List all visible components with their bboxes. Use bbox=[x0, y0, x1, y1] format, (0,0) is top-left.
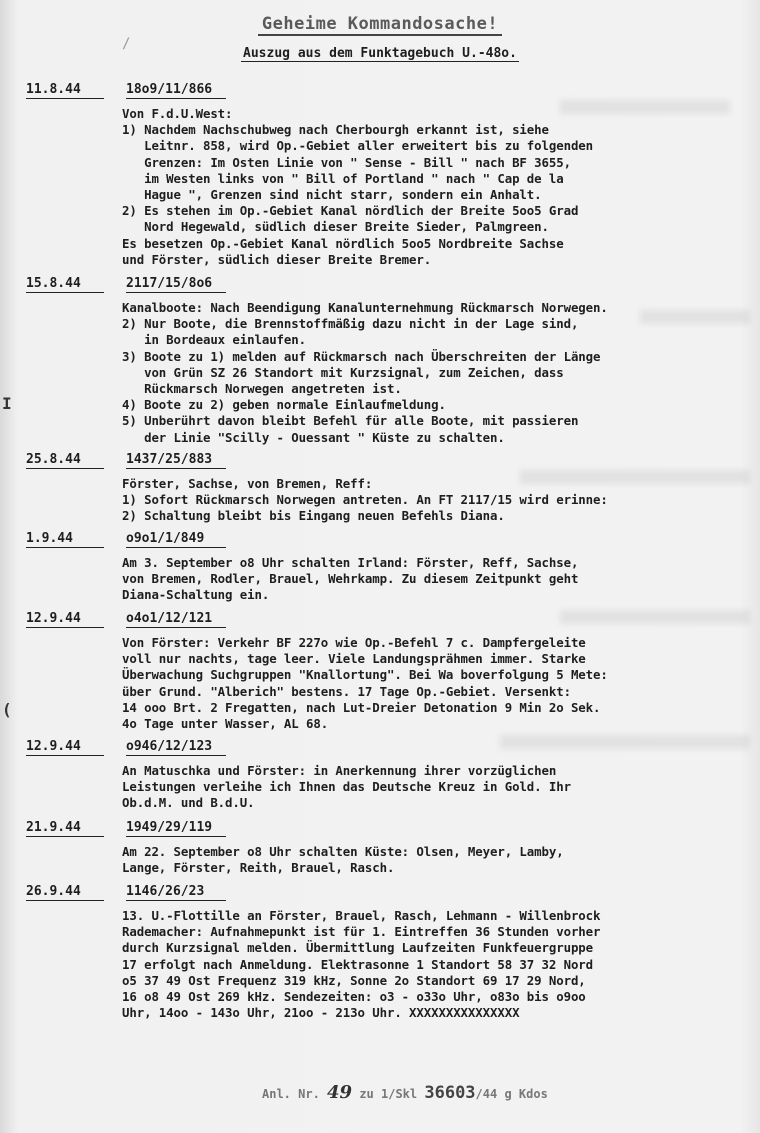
entry-text: An Matuschka und Förster: in Anerkennung ihrer vorzüglichen Leistungen verleihe ich Ihnen das Deutsche Kreuz in Gold. Ihr Ob.d.M. und B.d.U. bbox=[122, 763, 571, 811]
entry-reference: 1146/26/23 bbox=[126, 884, 226, 901]
entry-text: Am 22. September o8 Uhr schalten Küste: Olsen, Meyer, Lamby, Lange, Förster, Reith, Brauel, Rasch. bbox=[122, 844, 564, 876]
entry-date: 12.9.44 bbox=[26, 739, 104, 756]
entry-date: 12.9.44 bbox=[26, 611, 104, 628]
entry-date: 1.9.44 bbox=[26, 531, 104, 548]
document-title: Auszug aus dem Funktagebuch U.-48o. bbox=[243, 46, 517, 61]
entry-reference: o946/12/123 bbox=[126, 739, 226, 756]
entry-date: 21.9.44 bbox=[26, 820, 104, 837]
entry-date: 25.8.44 bbox=[26, 452, 104, 469]
entry-reference: 2117/15/8o6 bbox=[126, 276, 226, 293]
annex-suffix: /44 g Kdos bbox=[475, 1087, 548, 1101]
pencil-mark: / bbox=[122, 36, 131, 52]
entry-reference: 1949/29/119 bbox=[126, 820, 226, 837]
entry-text: Förster, Sachse, von Bremen, Reff: 1) Sofort Rückmarsch Norwegen antreten. An FT 2117/15 wird erinne: 2) Schaltung bleibt bis Eingang neuen Befehls Diana. bbox=[122, 476, 608, 524]
entry-reference: o4o1/12/121 bbox=[126, 611, 226, 628]
annex-stamp bbox=[262, 1082, 548, 1103]
margin-mark: ( bbox=[2, 700, 12, 719]
margin-mark: I bbox=[2, 394, 12, 413]
entry-reference: 1437/25/883 bbox=[126, 452, 226, 469]
entry-text: Kanalboote: Nach Beendigung Kanalunternehmung Rückmarsch Norwegen. 2) Nur Boote, die Brennstoffmäßig dazu nicht in der Lage sind, in Bordeaux einlaufen. 3) Boote zu 1) melden auf Rückmarsch nach Überschreiten der Länge von Grün SZ 26 Standort mit Kurzsignal, zum Zeichen, dass Rückmarsch Norwegen angetreten ist. 4) Boote zu 2) geben normale Einlaufmeldung. 5) Unberührt davon bleibt Befehl für alle Boote, mit passieren der Linie "Scilly - Ouessant " Küste zu schalten. bbox=[122, 300, 608, 445]
entry-reference: 18o9/11/866 bbox=[126, 82, 226, 99]
entry-text: Am 3. September o8 Uhr schalten Irland: Förster, Reff, Sachse, von Bremen, Rodler, Brauel, Wehrkamp. Zu diesem Zeitpunkt geht Diana-Schaltung ein. bbox=[122, 555, 579, 603]
entry-text: Von F.d.U.West: 1) Nachdem Nachschubweg nach Cherbourgh erkannt ist, siehe Leitnr. 858, wird Op.-Gebiet aller erweitert bis zu folgenden Grenzen: Im Osten Linie von " Sense - Bill " nach BF 3655, im Westen links von " Bill of Portland " nach " Cap de la Hague ", Grenzen sind nicht starr, sondern ein Anhalt. 2) Es stehen im Op.-Gebiet Kanal nördlich der Breite 5oo5 Grad Nord Hegewald, südlich dieser Breite Sieder, Palmgreen. Es besetzen Op.-Gebiet Kanal nördlich 5oo5 Nordbreite Sachse und Förster, südlich dieser Breite Bremer. bbox=[122, 106, 594, 267]
annex-reference: zu 1/Skl bbox=[359, 1087, 418, 1101]
entry-text: 13. U.-Flottille an Förster, Brauel, Rasch, Lehmann - Willenbrock Rademacher: Aufnahmepunkt ist für 1. Eintreffen 36 Stunden vorher durch Kurzsignal melden. Übermittlung Laufzeiten Funkfeuergruppe 17 erfolgt nach Anmeldung. Elektrasonne 1 Standort 58 37 32 Nord o5 37 49 Ost Frequenz 319 kHz, Sonne 2o Standort 69 17 29 Nord, 16 o8 49 Ost 269 kHz. Sendezeiten: o3 - o33o Uhr, o83o bis o9oo Uhr, 14oo - 143o Uhr, 21oo - 213o Uhr. XXXXXXXXXXXXXXX bbox=[122, 908, 601, 1021]
annex-number: 36603 bbox=[424, 1083, 476, 1103]
entry-date: 11.8.44 bbox=[26, 82, 104, 99]
entry-reference: o9o1/1/849 bbox=[126, 531, 226, 548]
entry-text: Von Förster: Verkehr BF 227o wie Op.-Befehl 7 c. Dampfergeleite voll nur nachts, tage leer. Viele Landungsprähmen immer. Starke Überwachung Suchgruppen "Knallortung". Bei Wa boverfolgung 5 Mete: über Grund. "Alberich" bestens. 17 Tage Op.-Gebiet. Versenkt: 14 ooo Brt. 2 Fregatten, nach Lut-Dreier Detonation 9 Min 2o Sek. 4o Tage unter Wasser, AL 68. bbox=[122, 635, 608, 732]
entry-date: 26.9.44 bbox=[26, 884, 104, 901]
entry-date: 15.8.44 bbox=[26, 276, 104, 293]
classification-heading: Geheime Kommandosache! bbox=[0, 14, 760, 34]
annex-handwritten-number: 49 bbox=[327, 1082, 353, 1103]
annex-label: Anl. Nr. bbox=[262, 1087, 320, 1101]
